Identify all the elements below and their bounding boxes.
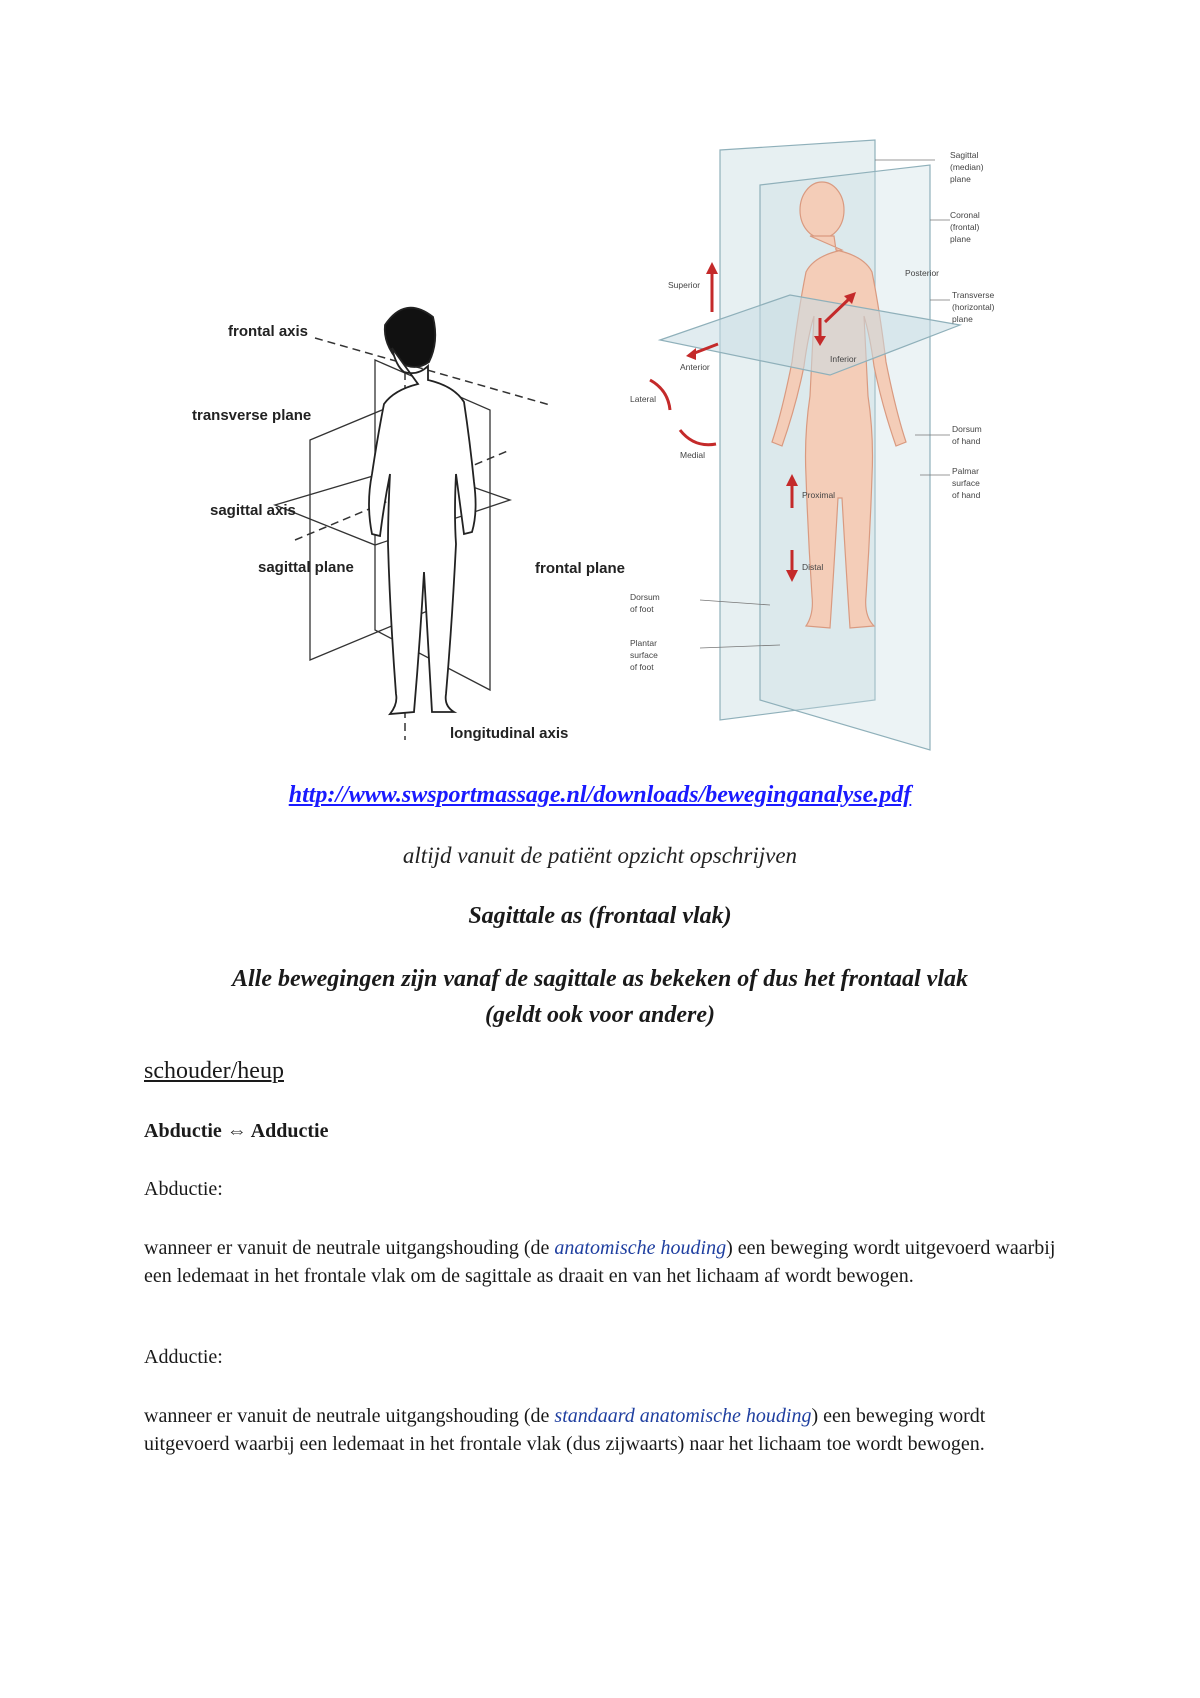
label-plane-3: plane: [952, 314, 973, 324]
label-sagittal-plane: sagittal plane: [258, 559, 354, 576]
adductie-term: standaard anatomische houding: [554, 1405, 812, 1427]
label-plantar-3: of foot: [630, 662, 654, 672]
label-palmar-2: surface: [952, 478, 980, 488]
label-posterior: Posterior: [905, 268, 940, 278]
label-coronal: Coronal: [950, 210, 980, 220]
label-proximal: Proximal: [802, 490, 836, 500]
abductie-text-before: wanneer er vanuit de neutrale uitgangshouding (de: [144, 1237, 555, 1259]
abductie-term: anatomische houding: [554, 1237, 727, 1259]
label-distal: Distal: [802, 562, 824, 572]
movement-pair-heading: [144, 1120, 1064, 1143]
label-plane-1: plane: [950, 174, 971, 184]
label-medial: Medial: [680, 450, 706, 460]
label-transverse: Transverse: [952, 290, 995, 300]
pair-right: Adductie: [250, 1120, 329, 1142]
heading-all-line-1: Alle bewegingen zijn vanaf de sagittale as bekeken of dus het frontaal vlak: [232, 966, 968, 992]
label-dorsum-foot-1: Dorsum: [630, 592, 660, 602]
label-palmar-3: of hand: [952, 490, 981, 500]
heading-all-movements: [0, 961, 1200, 1033]
label-sagittal-axis: sagittal axis: [210, 502, 296, 519]
label-dorsum-hand-2: of hand: [952, 436, 981, 446]
adductie-text-after: ) een beweging wordt uitgevoerd waarbij een ledemaat in het frontale vlak (dus zijwaarts) naar het lichaam toe wordt bewogen.: [144, 1405, 986, 1455]
label-dorsum-hand-1: Dorsum: [952, 424, 982, 434]
heading-all-line-2: (geldt ook voor andere): [485, 1002, 715, 1028]
label-plantar-2: surface: [630, 650, 658, 660]
label-dorsum-foot-2: of foot: [630, 604, 654, 614]
label-sagittal: Sagittal: [950, 150, 979, 160]
label-longitudinal-axis: longitudinal axis: [450, 725, 569, 742]
label-plantar-1: Plantar: [630, 638, 657, 648]
abductie-definition: [144, 1234, 1064, 1290]
label-anterior: Anterior: [680, 362, 710, 372]
double-arrow-icon: ⇔: [226, 1120, 247, 1142]
adductie-text-before: wanneer er vanuit de neutrale uitgangshouding (de: [144, 1405, 555, 1427]
joint-heading: schouder/heup: [144, 1058, 284, 1084]
label-inferior: Inferior: [830, 354, 857, 364]
axes-planes-figure: [180, 300, 670, 760]
heading-axis: Sagittale as (frontaal vlak): [468, 903, 732, 929]
label-plane-2: plane: [950, 234, 971, 244]
adductie-definition: [144, 1402, 1064, 1458]
label-horizontal: (horizontal): [952, 302, 995, 312]
label-frontal-plane: frontal plane: [535, 560, 626, 577]
label-median: (median): [950, 162, 984, 172]
label-frontal: (frontal): [950, 222, 980, 232]
label-lateral: Lateral: [630, 394, 656, 404]
subtitle: altijd vanuit de patiënt opzicht opschrijven: [402, 843, 798, 868]
label-superior: Superior: [668, 280, 701, 290]
label-frontal-axis: frontal axis: [228, 323, 309, 340]
adductie-label: Adductie:: [144, 1346, 223, 1368]
source-link[interactable]: http://www.swsportmassage.nl/downloads/beweginganalyse.pdf: [288, 782, 912, 808]
label-transverse-plane: transverse plane: [192, 407, 312, 424]
pair-left: Abductie: [144, 1120, 222, 1142]
abductie-text-after: ) een beweging wordt uitgevoerd waarbij een ledemaat in het frontale vlak om de sagittale as draait en van het lichaam af wordt bewogen.: [144, 1237, 1056, 1287]
anatomical-directions-figure: [630, 140, 1020, 760]
label-palmar-1: Palmar: [952, 466, 979, 476]
abductie-label: Abductie:: [144, 1178, 223, 1200]
